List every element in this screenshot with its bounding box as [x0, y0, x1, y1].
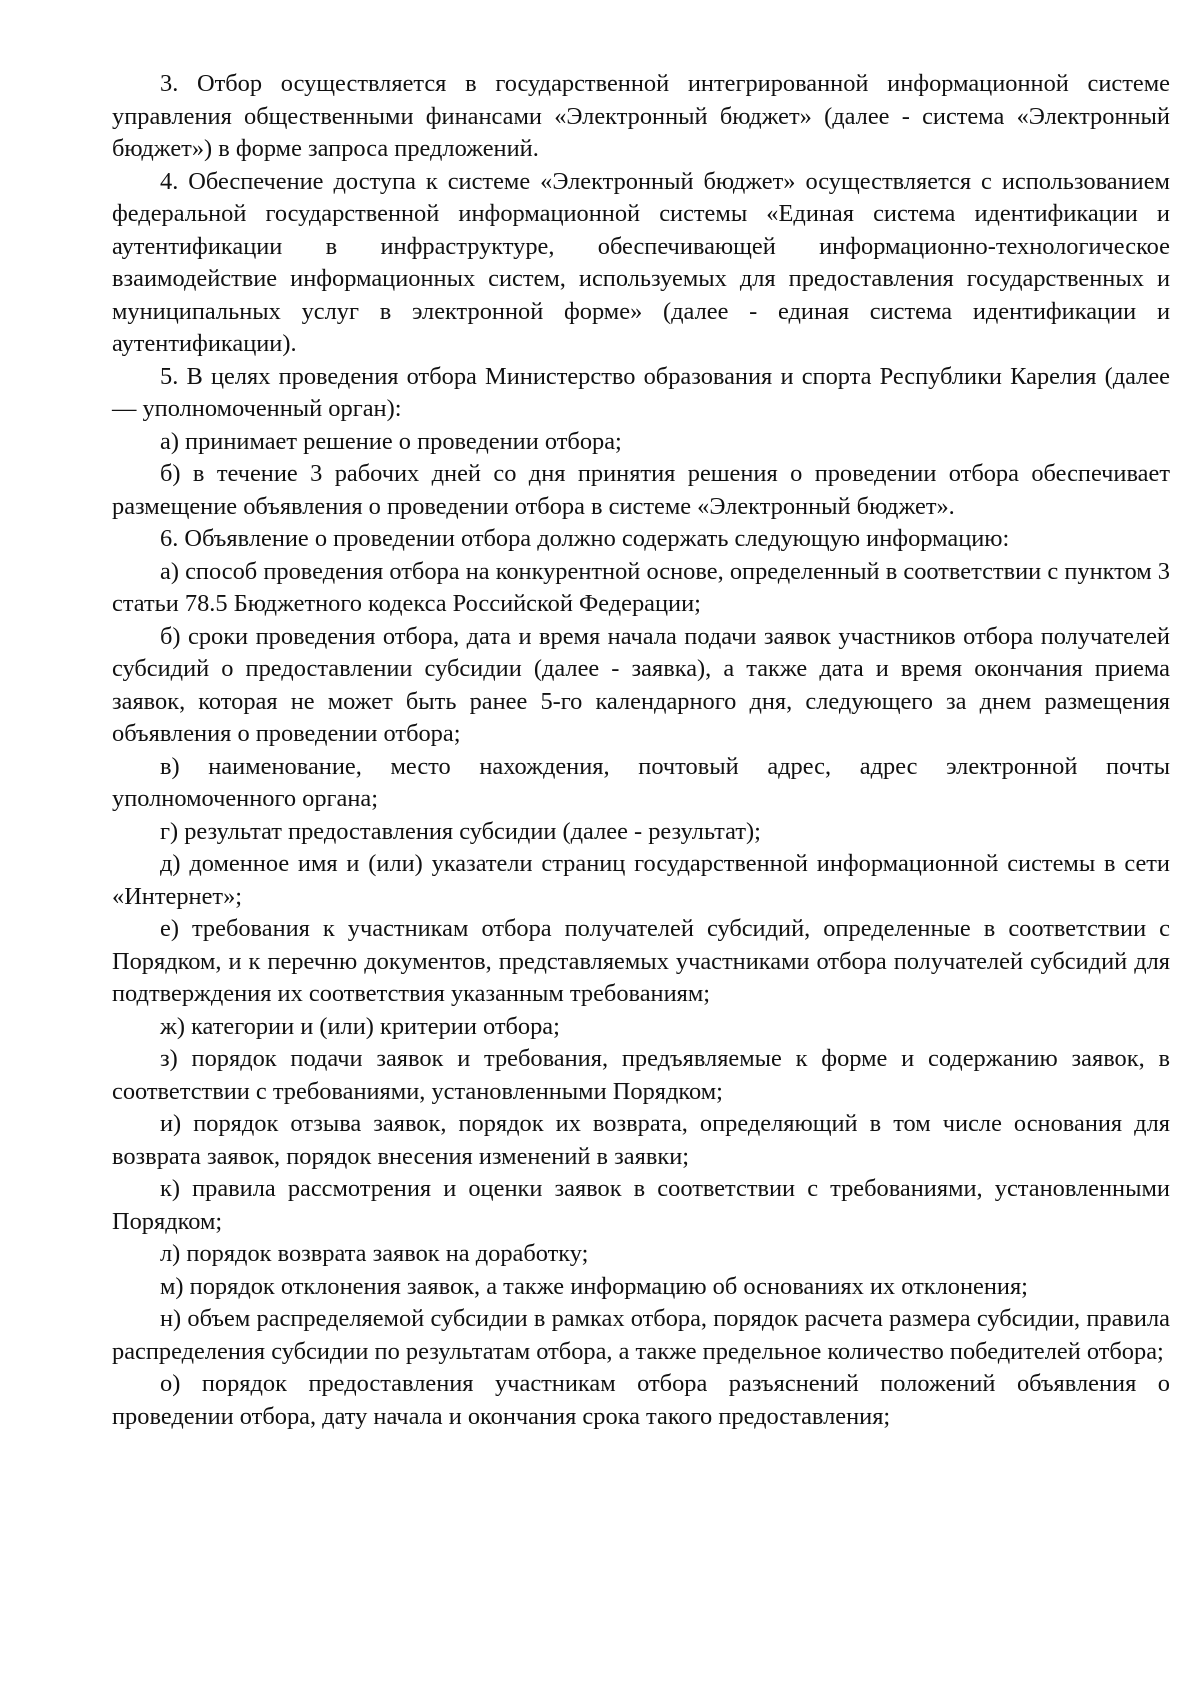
paragraph-6-d: д) доменное имя и (или) указатели страниц государственной информационной системы в сети «Интернет»; — [112, 850, 1170, 910]
paragraph-6-a: а) способ проведения отбора на конкурентной основе, определенный в соответствии с пунктом 3 статьи 78.5 Бюджетного кодекса Российской Федерации; — [112, 557, 1170, 617]
document-page — [112, 68, 1170, 1433]
paragraph-3: 3. Отбор осуществляется в государственной интегрированной информационной системе управления общественными финансами «Электронный бюджет» (далее - система «Электронный бюджет») в форме запроса предложений. — [112, 70, 1170, 162]
paragraph-6-k: к) правила рассмотрения и оценки заявок в соответствии с требованиями, установленными Порядком; — [112, 1175, 1170, 1235]
paragraph-6-g: г) результат предоставления субсидии (далее - результат); — [160, 817, 761, 845]
paragraph-6-i: и) порядок отзыва заявок, порядок их возврата, определяющий в том числе основания для возврата заявок, порядок внесения изменений в заявки; — [112, 1110, 1170, 1170]
paragraph-6-zh: ж) категории и (или) критерии отбора; — [160, 1012, 560, 1040]
paragraph-4: 4. Обеспечение доступа к системе «Электронный бюджет» осуществляется с использованием федеральной государственной информационной системы «Единая система идентификации и аутентификации в инфраструктуре, обеспечивающей информационно-технологическое взаимодействие информационных систем, используемых для предоставления государственных и муниципальных услуг в электронной форме» (далее - единая система идентификации и аутентификации). — [112, 167, 1170, 357]
paragraph-6-o: о) порядок предоставления участникам отбора разъяснений положений объявления о проведении отбора, дату начала и окончания срока такого предоставления; — [112, 1370, 1170, 1430]
paragraph-6-n: н) объем распределяемой субсидии в рамках отбора, порядок расчета размера субсидии, правила распределения субсидии по результатам отбора, а также предельное количество победителей отбора; — [112, 1305, 1170, 1365]
paragraph-5-a: а) принимает решение о проведении отбора; — [160, 427, 622, 455]
paragraph-6-e: е) требования к участникам отбора получателей субсидий, определенные в соответствии с Порядком, и к перечню документов, представляемых участниками отбора получателей субсидий для подтверждения их соответствия указанным требованиям; — [112, 915, 1170, 1007]
paragraph-6-z: з) порядок подачи заявок и требования, предъявляемые к форме и содержанию заявок, в соответствии с требованиями, установленными Порядком; — [112, 1045, 1170, 1105]
paragraph-6-l: л) порядок возврата заявок на доработку; — [160, 1240, 589, 1267]
paragraph-6-b: б) сроки проведения отбора, дата и время начала подачи заявок участников отбора получателей субсидий о предоставлении субсидии (далее - заявка), а также дата и время окончания приема заявок, которая не может быть ранее 5-го календарного дня, следующего за днем размещения объявления о проведении отбора; — [112, 622, 1170, 747]
paragraph-6-m: м) порядок отклонения заявок, а также информацию об основаниях их отклонения; — [160, 1272, 1028, 1300]
paragraph-6: 6. Объявление о проведении отбора должно содержать следующую информацию: — [160, 525, 1010, 552]
paragraph-5: 5. В целях проведения отбора Министерство образования и спорта Республики Карелия (далее — уполномоченный орган): — [112, 362, 1170, 422]
paragraph-5-b: б) в течение 3 рабочих дней со дня принятия решения о проведении отбора обеспечивает размещение объявления о проведении отбора в системе «Электронный бюджет». — [112, 460, 1170, 520]
paragraph-6-v: в) наименование, место нахождения, почтовый адрес, адрес электронной почты уполномоченного органа; — [112, 752, 1170, 812]
